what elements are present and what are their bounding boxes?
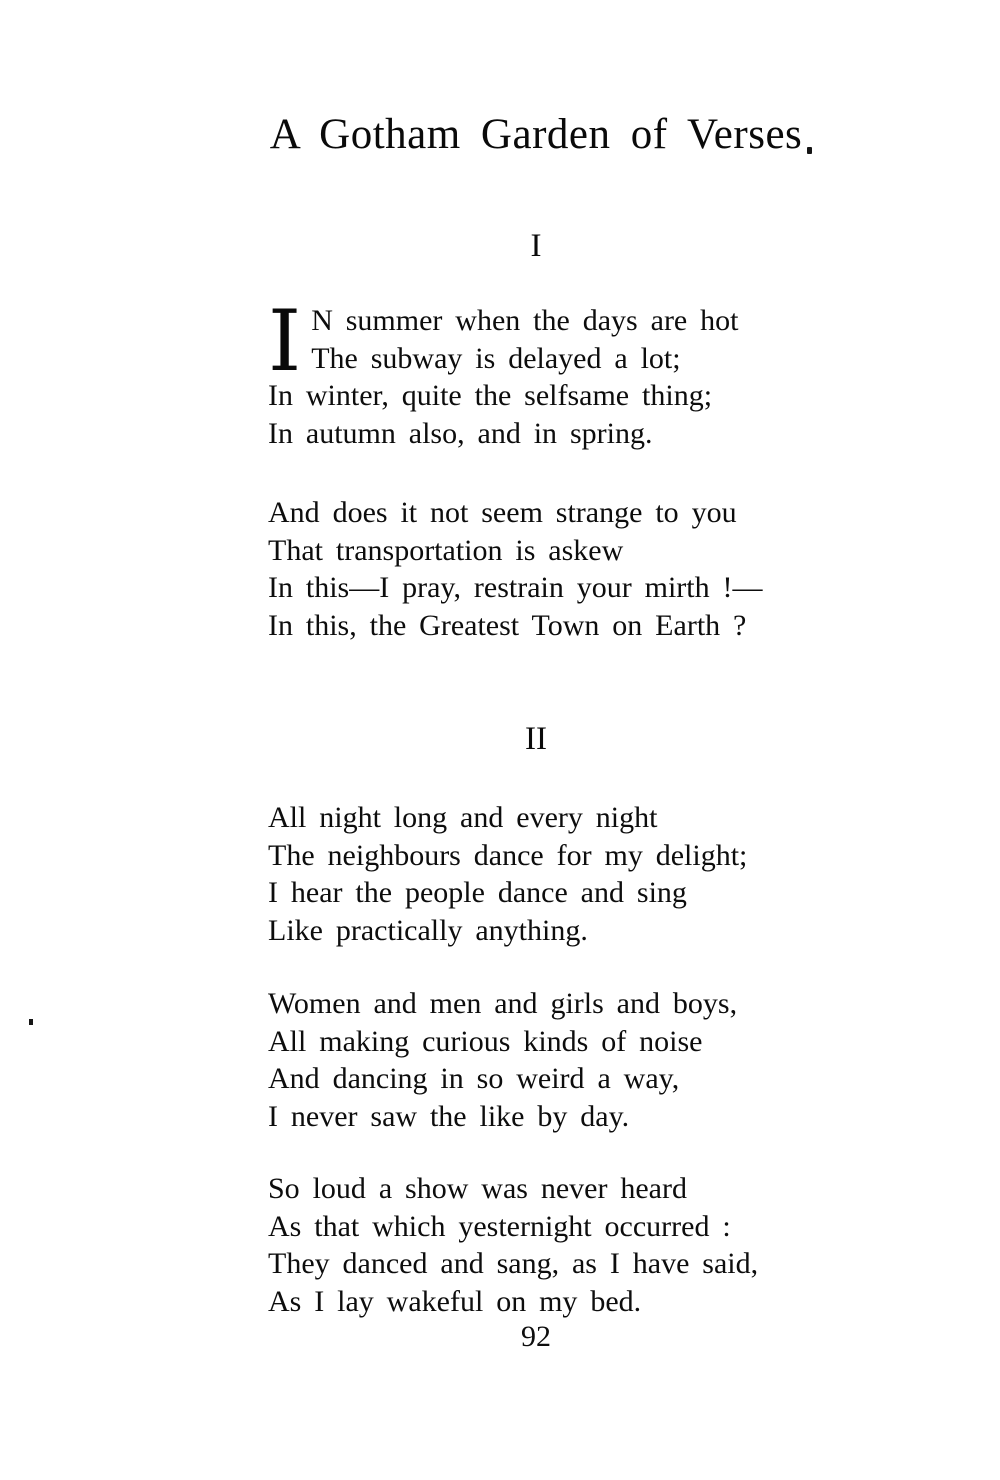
stanza [268,985,888,1135]
poem-line: The neighbours dance for my delight; [268,838,748,872]
poem-line: All night long and every night [268,801,658,834]
poem-line: In this, the Greatest Town on Earth ? [268,608,747,642]
poem-line: As that which yesternight occurred : [268,1209,731,1243]
poem-line: And does it not seem strange to you [268,496,737,529]
poem-line: The subway is delayed a lot; [311,341,681,375]
poem-line: N summer when the days are hot [311,304,739,337]
ink-speck [807,147,812,154]
poem-line: They danced and sang, as I have said, [268,1247,759,1280]
section-heading-2: II [525,721,547,757]
stanza [268,799,888,949]
poem-line: And dancing in so weird a way, [268,1062,680,1095]
stanza [268,494,888,644]
stanza [268,1170,888,1320]
drop-cap: I [268,292,302,390]
poem-line: All making curious kinds of noise [268,1024,703,1058]
poem-line: I never saw the like by day. [268,1099,630,1133]
stanza [268,292,888,452]
poem-line: That transportation is askew [268,533,624,567]
poem-line: In winter, quite the selfsame thing; [268,379,713,412]
poem-line: As I lay wakeful on my bed. [268,1284,642,1318]
poem-line: Like practically anything. [268,913,588,947]
poem-line: In autumn also, and in spring. [268,416,653,450]
poem-title: A Gotham Garden of Verses [269,111,803,158]
section-heading-1: I [530,228,542,264]
poem-line: Women and men and girls and boys, [268,987,738,1020]
scan-artifact-dot [29,1019,33,1025]
page-number: 92 [521,1320,551,1353]
poem-line: So loud a show was never heard [268,1172,687,1205]
poem-line: I hear the people dance and sing [268,876,687,909]
poem-line: In this—I pray, restrain your mirth !— [268,571,763,604]
